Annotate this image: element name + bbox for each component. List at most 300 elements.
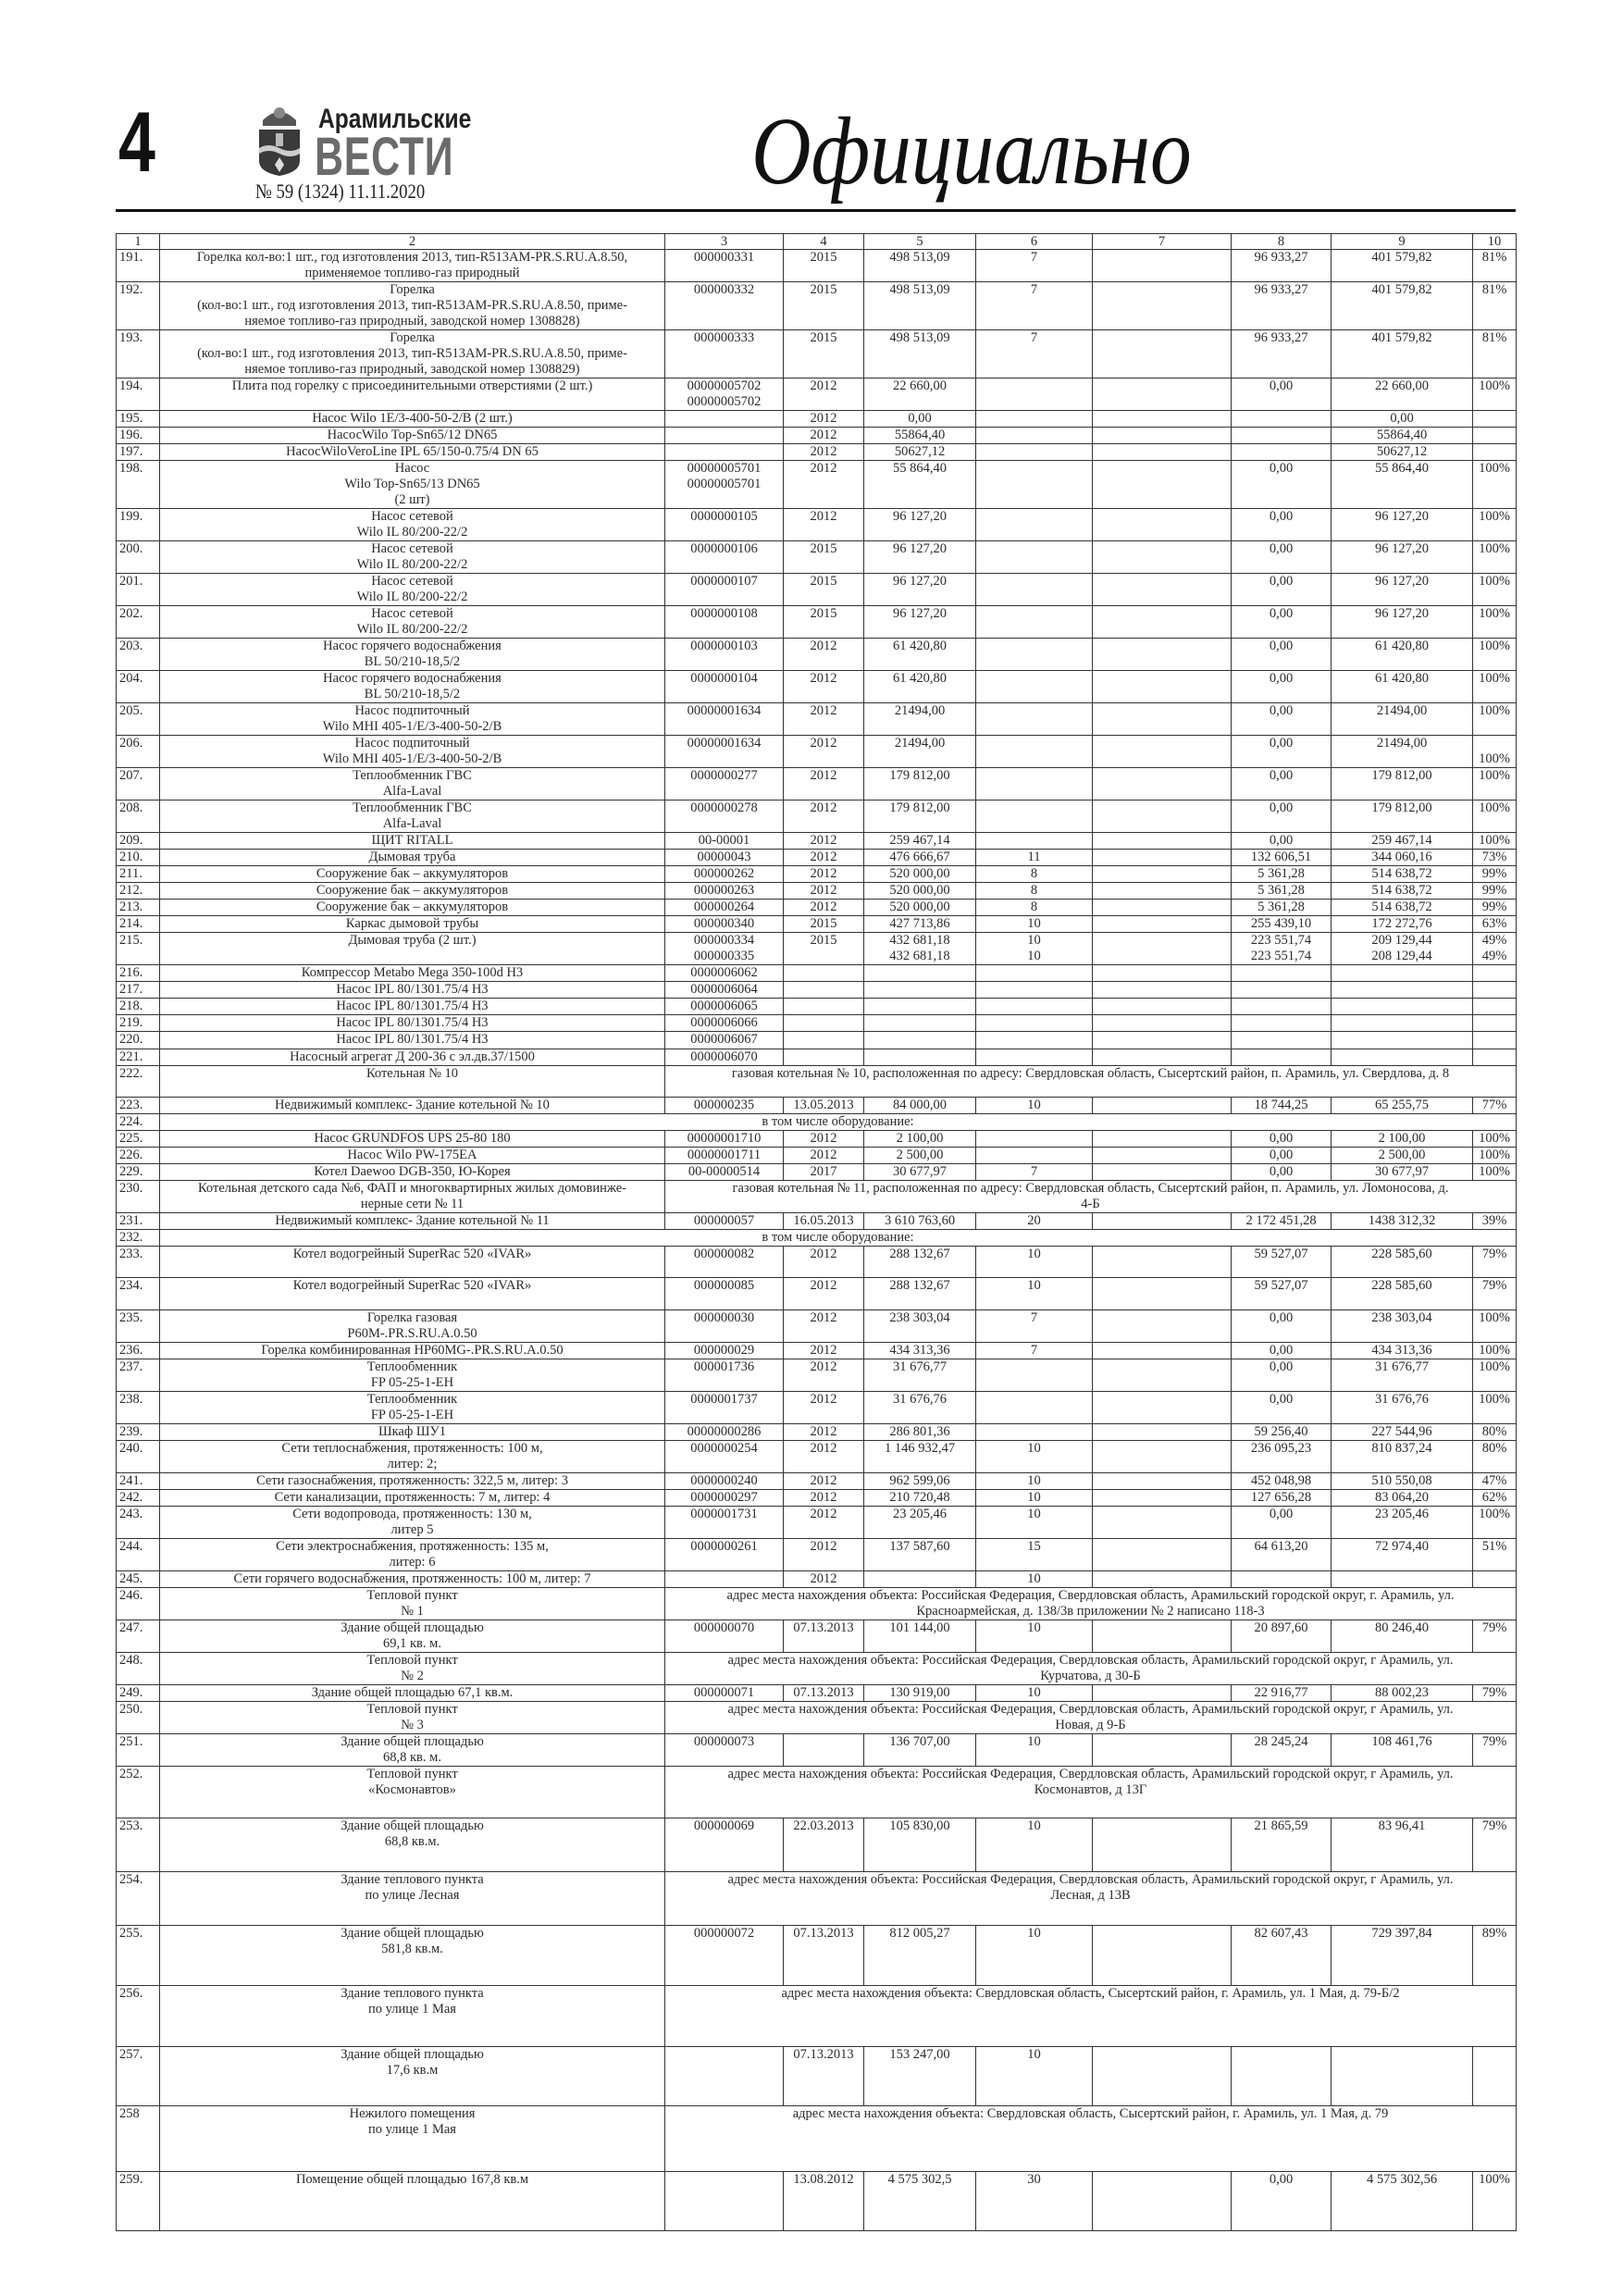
row-number: 241. (117, 1473, 160, 1490)
residual-value: 55 864,40 (1332, 461, 1473, 509)
inventory-number: 000000030 (665, 1310, 784, 1343)
table-row (117, 282, 1517, 330)
table-row (117, 1213, 1517, 1230)
useful-life (976, 606, 1093, 639)
year: 2012 (784, 1131, 864, 1148)
useful-life (976, 736, 1093, 768)
year: 22.03.2013 (784, 1818, 864, 1872)
table-row (117, 1872, 1517, 1926)
residual-value: 55864,40 (1332, 428, 1473, 444)
residual-value: 1438 312,32 (1332, 1213, 1473, 1230)
wear-percent (1473, 982, 1517, 999)
useful-life (976, 1131, 1093, 1148)
wear-percent: 39% (1473, 1213, 1517, 1230)
depreciation: 0,00 (1232, 541, 1332, 574)
asset-name: Насос горячего водоснабжения BL 50/210-18,5/2 (160, 671, 665, 703)
col-7 (1093, 282, 1232, 330)
address-note: адрес места нахождения объекта: Российская Федерация, Свердловская область, Арамильский городской округ, г Арамиль, ул. Космонавтов, д 13Г (665, 1767, 1517, 1818)
asset-name: Насос подпиточный Wilo MHI 405-1/E/3-400-50-2/B (160, 703, 665, 736)
useful-life: 10 (976, 1098, 1093, 1114)
table-row (117, 1049, 1517, 1066)
wear-percent: 100% (1473, 703, 1517, 736)
wear-percent (1473, 444, 1517, 461)
useful-life (976, 541, 1093, 574)
depreciation: 0,00 (1232, 574, 1332, 606)
initial-cost: 31 676,76 (864, 1392, 976, 1424)
inventory-number: 000000262 (665, 866, 784, 883)
year: 07.13.2013 (784, 2047, 864, 2106)
year: 2012 (784, 1359, 864, 1392)
year: 16.05.2013 (784, 1213, 864, 1230)
table-row (117, 2172, 1517, 2231)
depreciation: 0,00 (1232, 833, 1332, 850)
useful-life (976, 1359, 1093, 1392)
inventory-number: 0000006064 (665, 982, 784, 999)
useful-life: 10 (976, 1734, 1093, 1767)
residual-value: 259 467,14 (1332, 833, 1473, 850)
column-header: 8 (1232, 234, 1332, 250)
initial-cost: 498 513,09 (864, 330, 976, 379)
wear-percent: 100% (1473, 461, 1517, 509)
depreciation: 255 439,10 (1232, 916, 1332, 933)
depreciation: 96 933,27 (1232, 250, 1332, 282)
col-7 (1093, 606, 1232, 639)
inventory-number: 000000340 (665, 916, 784, 933)
initial-cost (864, 1571, 976, 1588)
useful-life: 10 (976, 916, 1093, 933)
inventory-number: 000000072 (665, 1926, 784, 1986)
initial-cost: 476 666,67 (864, 850, 976, 866)
depreciation: 64 613,20 (1232, 1539, 1332, 1571)
col-7 (1093, 1490, 1232, 1507)
asset-name: Тепловой пункт № 3 (160, 1702, 665, 1734)
year: 2015 (784, 541, 864, 574)
useful-life (976, 800, 1093, 833)
asset-name: Насос IPL 80/1301.75/4 Н3 (160, 1015, 665, 1032)
residual-value (1332, 1049, 1473, 1066)
initial-cost: 4 575 302,5 (864, 2172, 976, 2231)
residual-value (1332, 965, 1473, 982)
inventory-number: 00-00000514 (665, 1164, 784, 1181)
year: 2012 (784, 1571, 864, 1588)
row-number: 238. (117, 1392, 160, 1424)
asset-name: Помещение общей площадью 167,8 кв.м (160, 2172, 665, 2231)
inventory-number: 0000000107 (665, 574, 784, 606)
depreciation: 452 048,98 (1232, 1473, 1332, 1490)
useful-life: 10 (976, 1490, 1093, 1507)
row-number: 212. (117, 883, 160, 900)
year: 2012 (784, 411, 864, 428)
initial-cost: 61 420,80 (864, 639, 976, 671)
useful-life (976, 428, 1093, 444)
asset-name: Котел водогрейный SuperRac 520 «IVAR» (160, 1247, 665, 1278)
col-7 (1093, 965, 1232, 982)
col-7 (1093, 1424, 1232, 1441)
inventory-number: 000000082 (665, 1247, 784, 1278)
row-number: 244. (117, 1539, 160, 1571)
asset-name: Теплообменник ГВС Alfa-Laval (160, 768, 665, 800)
depreciation (1232, 444, 1332, 461)
col-7 (1093, 703, 1232, 736)
asset-name: Насос GRUNDFOS UPS 25-80 180 (160, 1131, 665, 1148)
table-row (117, 509, 1517, 541)
asset-name: Насосный агрегат Д 200-36 с эл.дв.37/1500 (160, 1049, 665, 1066)
col-7 (1093, 1441, 1232, 1473)
inventory-number: 0000006065 (665, 999, 784, 1015)
initial-cost: 50627,12 (864, 444, 976, 461)
year: 2015 (784, 330, 864, 379)
table-row (117, 1424, 1517, 1441)
depreciation (1232, 965, 1332, 982)
wear-percent: 100% (1473, 1310, 1517, 1343)
residual-value (1332, 2047, 1473, 2106)
asset-name: Насос сетевой Wilo IL 80/200-22/2 (160, 606, 665, 639)
useful-life: 10 (976, 1620, 1093, 1653)
wear-percent (1473, 1032, 1517, 1049)
initial-cost: 23 205,46 (864, 1507, 976, 1539)
inventory-number: 00000001711 (665, 1148, 784, 1164)
table-row (117, 606, 1517, 639)
initial-cost: 3 610 763,60 (864, 1213, 976, 1230)
inventory-number (665, 2047, 784, 2106)
col-7 (1093, 768, 1232, 800)
inventory-number: 000000085 (665, 1278, 784, 1310)
inventory-number: 0000000297 (665, 1490, 784, 1507)
wear-percent: 80% (1473, 1424, 1517, 1441)
wear-percent (1473, 999, 1517, 1015)
wear-percent: 79% (1473, 1620, 1517, 1653)
address-note: адрес места нахождения объекта: Свердловская область, Сысертский район, г. Арамиль, ул. 1 Мая, д. 79-Б/2 (665, 1986, 1517, 2047)
year: 2012 (784, 1490, 864, 1507)
depreciation: 0,00 (1232, 703, 1332, 736)
useful-life: 20 (976, 1213, 1093, 1230)
row-number: 246. (117, 1588, 160, 1620)
year: 2017 (784, 1164, 864, 1181)
year: 2012 (784, 883, 864, 900)
initial-cost: 96 127,20 (864, 509, 976, 541)
col-7 (1093, 1926, 1232, 1986)
year: 2012 (784, 866, 864, 883)
depreciation: 28 245,24 (1232, 1734, 1332, 1767)
row-number: 236. (117, 1343, 160, 1359)
wear-percent (1473, 1571, 1517, 1588)
inventory-number: 000000070 (665, 1620, 784, 1653)
row-number: 213. (117, 900, 160, 916)
wear-percent: 51% (1473, 1539, 1517, 1571)
useful-life: 10 (976, 1507, 1093, 1539)
wear-percent: 81% (1473, 282, 1517, 330)
useful-life (976, 639, 1093, 671)
initial-cost: 55 864,40 (864, 461, 976, 509)
useful-life (976, 1148, 1093, 1164)
wear-percent: 79% (1473, 1734, 1517, 1767)
depreciation: 0,00 (1232, 671, 1332, 703)
depreciation: 22 916,77 (1232, 1685, 1332, 1702)
depreciation: 59 527,07 (1232, 1247, 1332, 1278)
initial-cost: 101 144,00 (864, 1620, 976, 1653)
initial-cost: 1 146 932,47 (864, 1441, 976, 1473)
asset-name: Здание общей площадью 581,8 кв.м. (160, 1926, 665, 1986)
initial-cost: 288 132,67 (864, 1278, 976, 1310)
asset-name: ЩИТ RITALL (160, 833, 665, 850)
table-row (117, 768, 1517, 800)
wear-percent: 100% (1473, 1164, 1517, 1181)
wear-percent: 100% (1473, 1131, 1517, 1148)
useful-life: 10 (976, 1685, 1093, 1702)
residual-value: 83 064,20 (1332, 1490, 1473, 1507)
inventory-number: 0000001731 (665, 1507, 784, 1539)
row-number: 206. (117, 736, 160, 768)
wear-percent: 100% (1473, 606, 1517, 639)
column-header: 4 (784, 234, 864, 250)
depreciation: 223 551,74 223 551,74 (1232, 933, 1332, 965)
table-row (117, 866, 1517, 883)
asset-name: Насос сетевой Wilo IL 80/200-22/2 (160, 541, 665, 574)
col-7 (1093, 916, 1232, 933)
initial-cost: 520 000,00 (864, 900, 976, 916)
residual-value: 0,00 (1332, 411, 1473, 428)
inventory-number: 00000005702 00000005702 (665, 379, 784, 411)
year: 2012 (784, 1392, 864, 1424)
col-7 (1093, 444, 1232, 461)
col-7 (1093, 1818, 1232, 1872)
table-row (117, 461, 1517, 509)
useful-life: 30 (976, 2172, 1093, 2231)
row-number: 205. (117, 703, 160, 736)
row-number: 224. (117, 1114, 160, 1131)
useful-life: 7 (976, 1164, 1093, 1181)
depreciation: 127 656,28 (1232, 1490, 1332, 1507)
inventory-number (665, 411, 784, 428)
table-row (117, 883, 1517, 900)
wear-percent (1473, 428, 1517, 444)
depreciation: 132 606,51 (1232, 850, 1332, 866)
row-number: 219. (117, 1015, 160, 1032)
asset-name: Насос IPL 80/1301.75/4 Н3 (160, 999, 665, 1015)
wear-percent: 100% (1473, 671, 1517, 703)
wear-percent: 100% (1473, 1359, 1517, 1392)
table-row (117, 933, 1517, 965)
inventory-number (665, 444, 784, 461)
table-row (117, 1507, 1517, 1539)
table-row (117, 1702, 1517, 1734)
asset-name: НасосWiloVeroLine IPL 65/150-0.75/4 DN 65 (160, 444, 665, 461)
issue-info: № 59 (1324) 11.11.2020 (255, 180, 426, 203)
col-7 (1093, 982, 1232, 999)
row-number: 198. (117, 461, 160, 509)
wear-percent: 100% (1473, 1507, 1517, 1539)
year: 2012 (784, 768, 864, 800)
table-row (117, 1441, 1517, 1473)
table-row (117, 1148, 1517, 1164)
col-7 (1093, 1098, 1232, 1114)
wear-percent: 47% (1473, 1473, 1517, 1490)
year: 2012 (784, 671, 864, 703)
table-row (117, 1247, 1517, 1278)
col-7 (1093, 330, 1232, 379)
year: 13.05.2013 (784, 1098, 864, 1114)
depreciation: 0,00 (1232, 1359, 1332, 1392)
table-row (117, 1473, 1517, 1490)
table-row (117, 965, 1517, 982)
col-7 (1093, 1247, 1232, 1278)
table-row (117, 1986, 1517, 2047)
year: 2012 (784, 1343, 864, 1359)
useful-life: 10 (976, 1818, 1093, 1872)
depreciation: 21 865,59 (1232, 1818, 1332, 1872)
asset-name: Сети электроснабжения, протяженность: 135 м, литер: 6 (160, 1539, 665, 1571)
initial-cost: 2 100,00 (864, 1131, 976, 1148)
year: 2012 (784, 639, 864, 671)
column-header: 10 (1473, 234, 1517, 250)
asset-name: Котел Daewoo DGB-350, Ю-Корея (160, 1164, 665, 1181)
depreciation: 0,00 (1232, 639, 1332, 671)
year: 2012 (784, 703, 864, 736)
col-7 (1093, 639, 1232, 671)
col-7 (1093, 900, 1232, 916)
col-7 (1093, 574, 1232, 606)
residual-value: 514 638,72 (1332, 883, 1473, 900)
year: 07.13.2013 (784, 1926, 864, 1986)
table-row (117, 999, 1517, 1015)
inventory-number: 0000000103 (665, 639, 784, 671)
row-number: 240. (117, 1441, 160, 1473)
asset-name: Дымовая труба (160, 850, 665, 866)
residual-value: 96 127,20 (1332, 606, 1473, 639)
wear-percent: 100% (1473, 800, 1517, 833)
inventory-number: 000000264 (665, 900, 784, 916)
initial-cost: 96 127,20 (864, 541, 976, 574)
row-number: 199. (117, 509, 160, 541)
table-row (117, 982, 1517, 999)
table-row (117, 1653, 1517, 1685)
residual-value: 50627,12 (1332, 444, 1473, 461)
inventory-number: 000000334 000000335 (665, 933, 784, 965)
asset-name: Котельная № 10 (160, 1066, 665, 1098)
residual-value (1332, 1015, 1473, 1032)
row-number: 232. (117, 1230, 160, 1247)
inventory-number: 00000001634 (665, 736, 784, 768)
useful-life (976, 1032, 1093, 1049)
initial-cost: 286 801,36 (864, 1424, 976, 1441)
inventory-number: 0000000106 (665, 541, 784, 574)
asset-name: Сети газоснабжения, протяженность: 322,5 м, литер: 3 (160, 1473, 665, 1490)
inventory-number (665, 428, 784, 444)
wear-percent (1473, 2047, 1517, 2106)
row-number: 195. (117, 411, 160, 428)
depreciation: 59 527,07 (1232, 1278, 1332, 1310)
row-number: 229. (117, 1164, 160, 1181)
year: 2012 (784, 800, 864, 833)
residual-value: 21494,00 (1332, 736, 1473, 768)
inventory-number: 000001736 (665, 1359, 784, 1392)
table-row (117, 916, 1517, 933)
residual-value: 238 303,04 (1332, 1310, 1473, 1343)
section-note: в том числе оборудование: (160, 1230, 1517, 1247)
initial-cost (864, 999, 976, 1015)
initial-cost: 238 303,04 (864, 1310, 976, 1343)
col-7 (1093, 461, 1232, 509)
col-7 (1093, 1148, 1232, 1164)
initial-cost: 31 676,77 (864, 1359, 976, 1392)
wear-percent: 79% (1473, 1247, 1517, 1278)
year: 2015 (784, 282, 864, 330)
useful-life: 11 (976, 850, 1093, 866)
residual-value: 228 585,60 (1332, 1247, 1473, 1278)
col-7 (1093, 1278, 1232, 1310)
row-number: 245. (117, 1571, 160, 1588)
wear-percent: 100% (1473, 2172, 1517, 2231)
row-number: 247. (117, 1620, 160, 1653)
year: 2012 (784, 1278, 864, 1310)
inventory-number: 0000000261 (665, 1539, 784, 1571)
useful-life: 7 (976, 1310, 1093, 1343)
inventory-number: 000000332 (665, 282, 784, 330)
asset-name: Горелка (кол-во:1 шт., год изготовления 2013, тип-R513AM-PR.S.RU.A.8.50, приме- няемое топливо-газ природный, заводской номер 1308828) (160, 282, 665, 330)
residual-value: 21494,00 (1332, 703, 1473, 736)
useful-life: 15 (976, 1539, 1093, 1571)
wear-percent: 99% (1473, 883, 1517, 900)
asset-name: Горелка газовая P60M-.PR.S.RU.A.0.50 (160, 1310, 665, 1343)
inventory-number: 000000235 (665, 1098, 784, 1114)
year: 2012 (784, 900, 864, 916)
row-number: 252. (117, 1767, 160, 1818)
wear-percent: 100% (1473, 379, 1517, 411)
residual-value: 434 313,36 (1332, 1343, 1473, 1359)
depreciation: 0,00 (1232, 800, 1332, 833)
depreciation (1232, 982, 1332, 999)
table-row (117, 1230, 1517, 1247)
residual-value: 179 812,00 (1332, 768, 1473, 800)
depreciation: 5 361,28 (1232, 883, 1332, 900)
initial-cost: 210 720,48 (864, 1490, 976, 1507)
depreciation: 0,00 (1232, 736, 1332, 768)
row-number: 209. (117, 833, 160, 850)
column-header: 5 (864, 234, 976, 250)
wear-percent: 100% (1473, 574, 1517, 606)
asset-name: Насос сетевой Wilo IL 80/200-22/2 (160, 574, 665, 606)
depreciation: 0,00 (1232, 461, 1332, 509)
useful-life (976, 703, 1093, 736)
col-7 (1093, 428, 1232, 444)
residual-value: 810 837,24 (1332, 1441, 1473, 1473)
address-note: адрес места нахождения объекта: Российская Федерация, Свердловская область, Арамильский городской округ, г Арамиль, ул. Новая, д 9-Б (665, 1702, 1517, 1734)
asset-name: Сети водопровода, протяженность: 130 м, литер 5 (160, 1507, 665, 1539)
row-number: 218. (117, 999, 160, 1015)
depreciation (1232, 2047, 1332, 2106)
asset-name: Насос IPL 80/1301.75/4 Н3 (160, 982, 665, 999)
wear-percent: 100% (1473, 768, 1517, 800)
initial-cost: 179 812,00 (864, 800, 976, 833)
residual-value: 23 205,46 (1332, 1507, 1473, 1539)
row-number: 239. (117, 1424, 160, 1441)
useful-life (976, 574, 1093, 606)
useful-life: 7 (976, 250, 1093, 282)
col-7 (1093, 933, 1232, 965)
asset-name: Недвижимый комплекс- Здание котельной № 10 (160, 1098, 665, 1114)
inventory-number: 000000071 (665, 1685, 784, 1702)
inventory-number: 0000000108 (665, 606, 784, 639)
wear-percent: 80% (1473, 1441, 1517, 1473)
col-7 (1093, 1310, 1232, 1343)
inventory-number: 00000001634 (665, 703, 784, 736)
col-7 (1093, 250, 1232, 282)
useful-life: 7 (976, 330, 1093, 379)
initial-cost: 21494,00 (864, 703, 976, 736)
depreciation: 20 897,60 (1232, 1620, 1332, 1653)
useful-life (976, 1424, 1093, 1441)
depreciation: 18 744,25 (1232, 1098, 1332, 1114)
